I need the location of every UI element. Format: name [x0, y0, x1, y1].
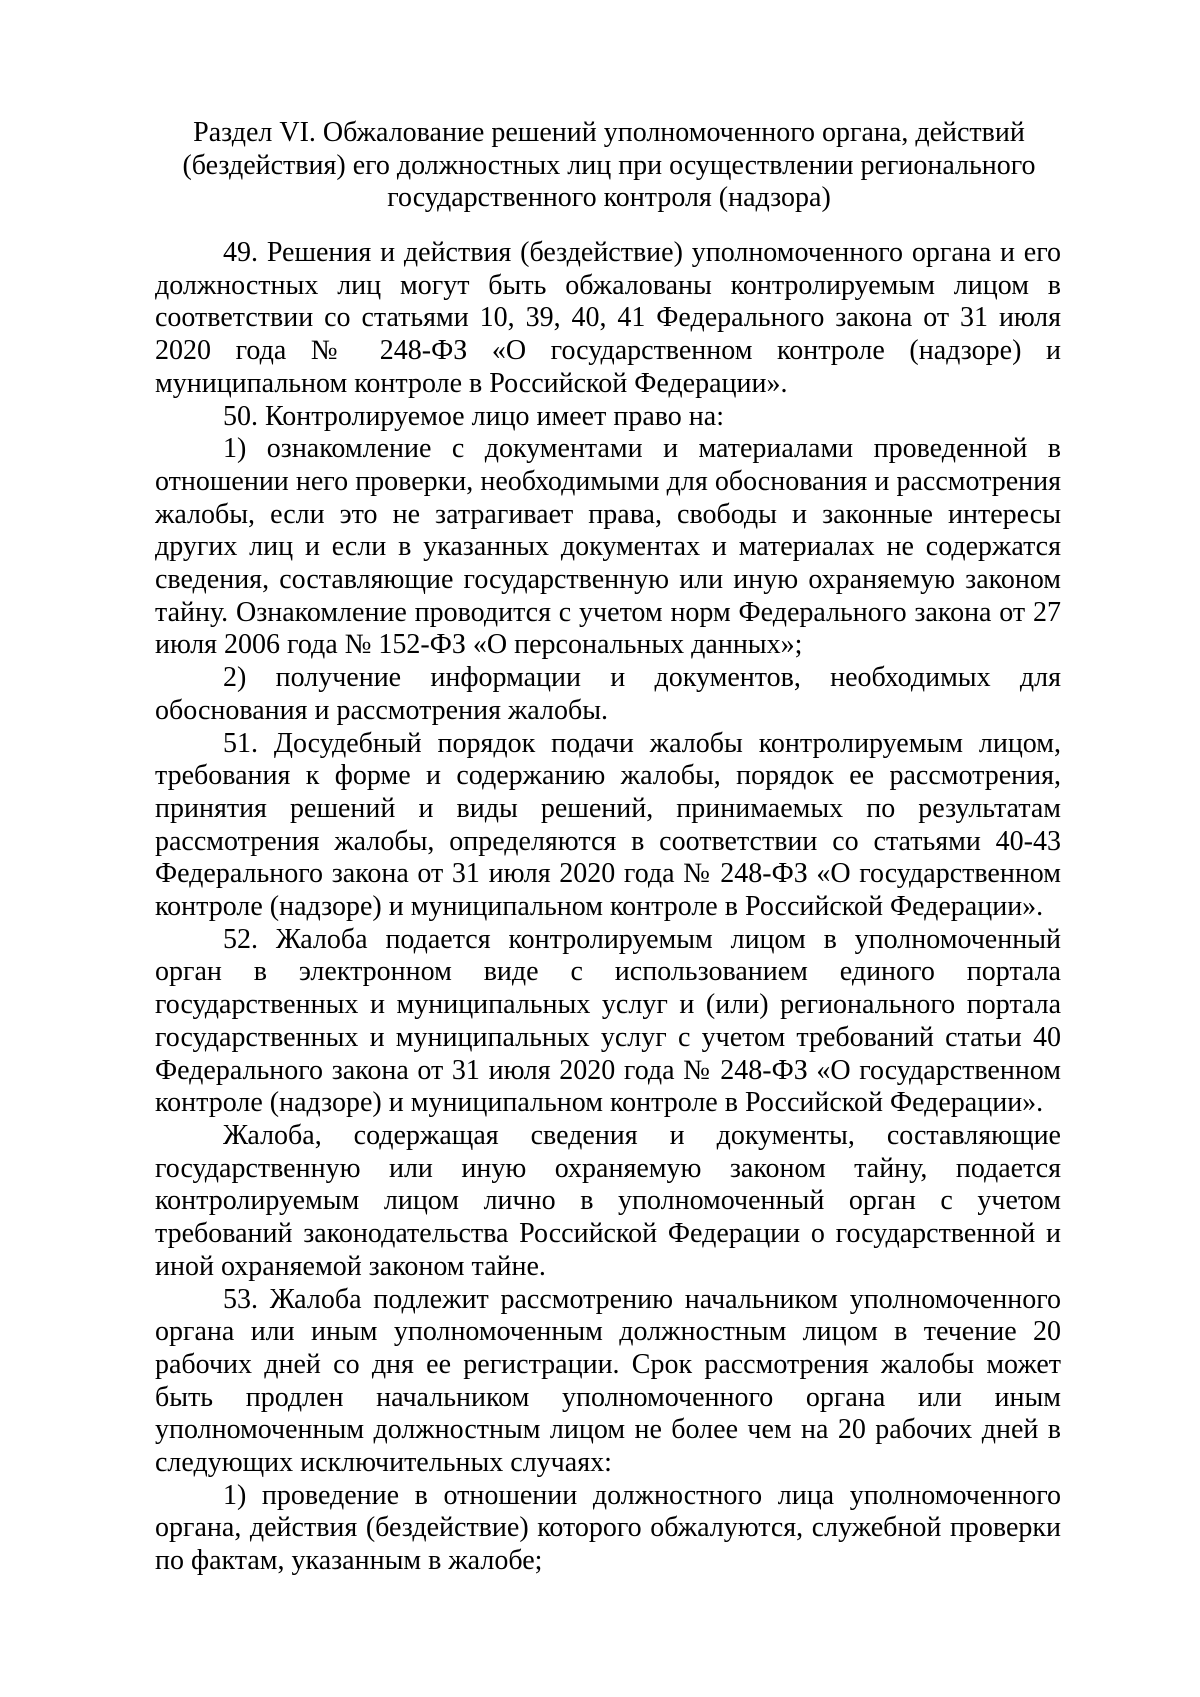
paragraph-53: 53. Жалоба подлежит рассмотрению начальником уполномоченного органа или иным уполномоченным должностным лицом в течение 20 рабочих дней со дня ее регистрации. Срок рассмотрения жалобы может быть продлен начальником уполномоченного органа или иным уполномоченным должностным лицом не более чем на 20 рабочих дней в следующих исключительных случаях:: [155, 1283, 1061, 1479]
document-body: [155, 237, 1061, 1578]
paragraph-50-item-1: 1) ознакомление с документами и материалами проведенной в отношении него проверки, необходимыми для обоснования и рассмотрения жалобы, если это не затрагивает права, свободы и законные интересы других лиц и если в указанных документах и материалах не содержатся сведения, составляющие государственную или иную охраняемую законом тайну. Ознакомление проводится с учетом норм Федерального закона от 27 июля 2006 года № 152-ФЗ «О персональных данных»;: [155, 433, 1061, 661]
paragraph-50-item-2: 2) получение информации и документов, необходимых для обоснования и рассмотрения жалобы.: [155, 662, 1061, 726]
paragraph-52: 52. Жалоба подается контролируемым лицом в уполномоченный орган в электронном виде с использованием единого портала государственных и муниципальных услуг и (или) регионального портала государственных и муниципальных услуг с учетом требований статьи 40 Федерального закона от 31 июля 2020 года № 248-ФЗ «О государственном контроле (надзоре) и муниципальном контроле в Российской Федерации».: [155, 923, 1061, 1119]
paragraph-53-item-1: 1) проведение в отношении должностного лица уполномоченного органа, действия (бездействие) которого обжалуются, служебной проверки по фактам, указанным в жалобе;: [155, 1479, 1061, 1577]
paragraph-49: 49. Решения и действия (бездействие) уполномоченного органа и его должностных лиц могут быть обжалованы контролируемым лицом в соответствии со статьями 10, 39, 40, 41 Федерального закона от 31 июля 2020 года № 248-ФЗ «О государственном контроле (надзоре) и муниципальном контроле в Российской Федерации».: [155, 237, 1061, 399]
paragraph-52-secret-complaint: Жалоба, содержащая сведения и документы, составляющие государственную или иную охраняемую законом тайну, подается контролируемым лицом лично в уполномоченный орган с учетом требований законодательства Российской Федерации о государственной и иной охраняемой законом тайне.: [155, 1119, 1061, 1282]
paragraph-51: 51. Досудебный порядок подачи жалобы контролируемым лицом, требования к форме и содержанию жалобы, порядок ее рассмотрения, принятия решений и виды решений, принимаемых по результатам рассмотрения жалобы, определяются в соответствии со статьями 40-43 Федерального закона от 31 июля 2020 года № 248-ФЗ «О государственном контроле (надзоре) и муниципальном контроле в Российской Федерации».: [155, 727, 1061, 923]
section-heading: Раздел VI. Обжалование решений уполномоченного органа, действий (бездействия) его должностных лиц при осуществлении регионального государственного контроля (надзора): [182, 117, 1036, 214]
paragraph-50: 50. Контролируемое лицо имеет право на:: [223, 400, 724, 432]
